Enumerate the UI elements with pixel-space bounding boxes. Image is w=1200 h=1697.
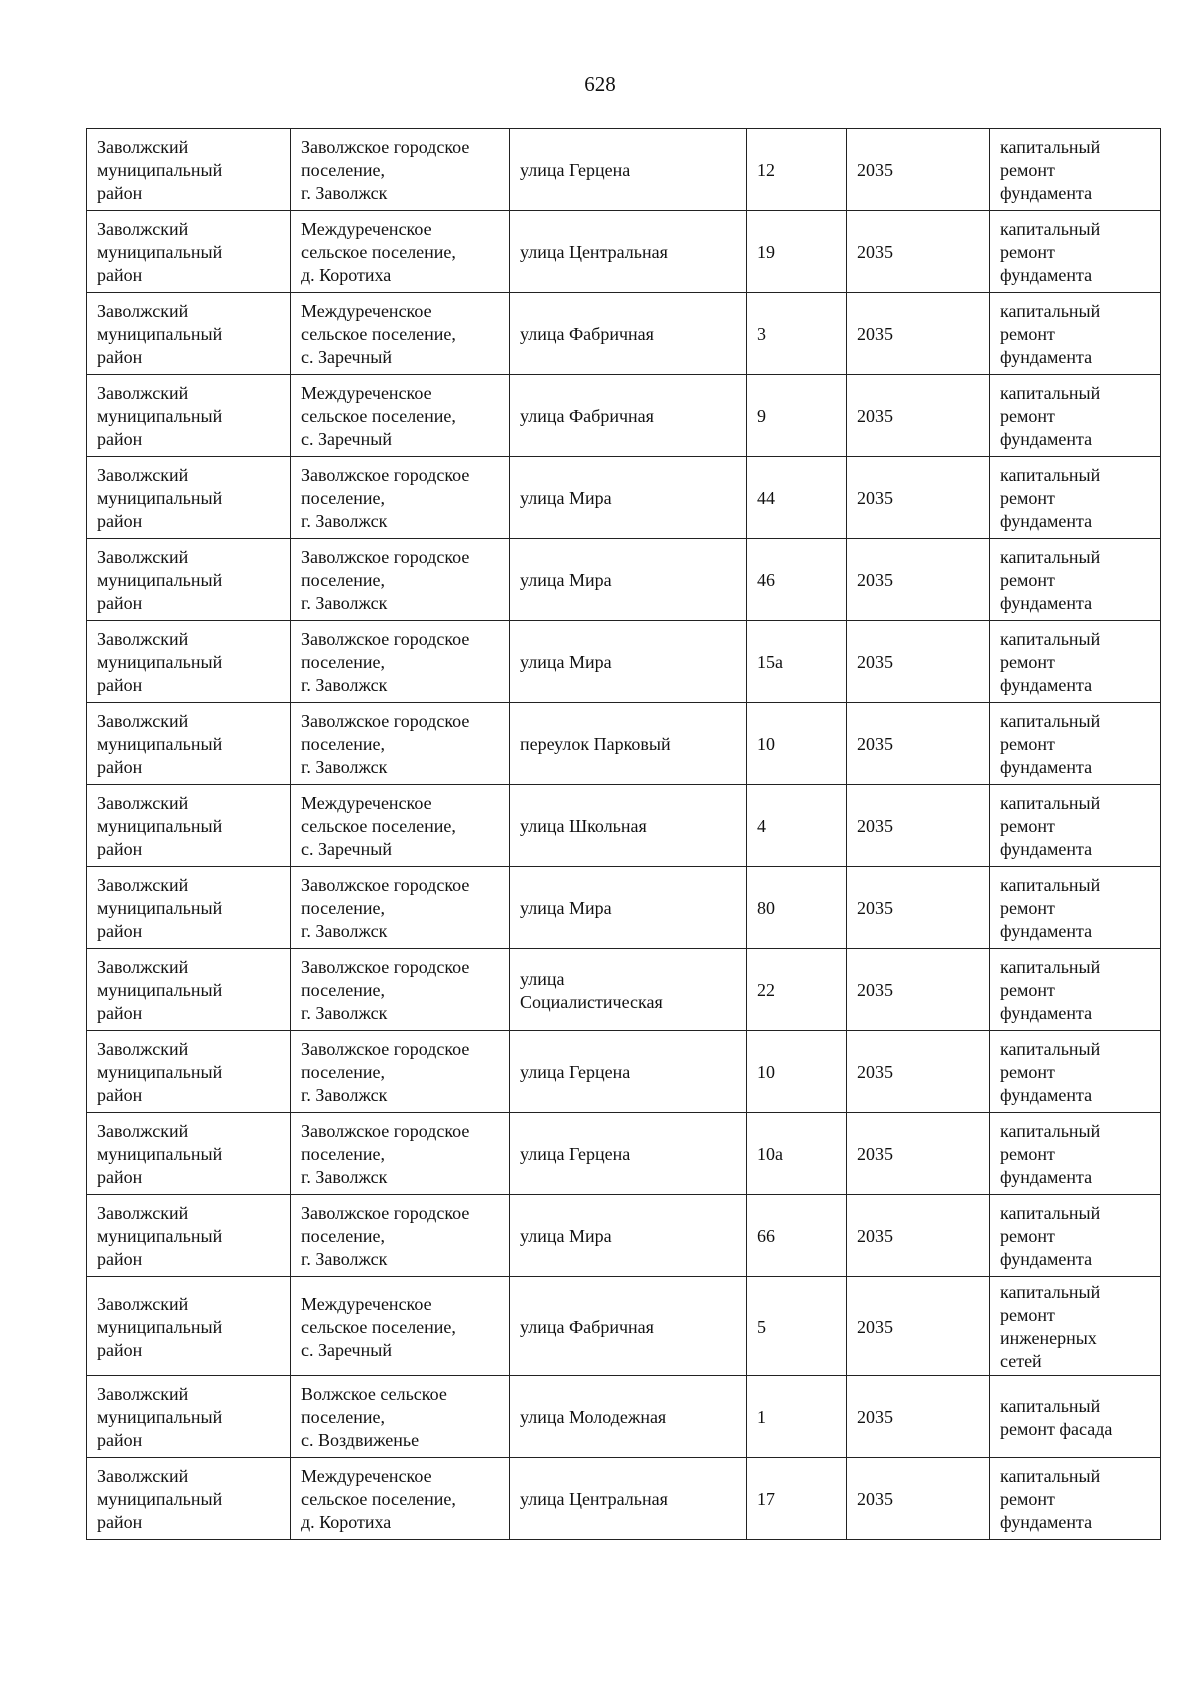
year-cell: 2035 — [847, 785, 990, 867]
house-number-cell: 10 — [747, 703, 847, 785]
year-cell: 2035 — [847, 457, 990, 539]
housing-repair-table — [86, 128, 1161, 1540]
work-type-cell: капитальный ремонт фундамента — [990, 293, 1161, 375]
district-cell: Заволжский муниципальный район — [87, 129, 291, 211]
house-number-cell: 17 — [747, 1458, 847, 1540]
settlement-cell: Междуреченское сельское поселение, с. Заречный — [291, 1277, 510, 1376]
district-cell: Заволжский муниципальный район — [87, 375, 291, 457]
street-cell: улица Центральная — [510, 211, 747, 293]
table-row — [87, 1458, 1161, 1540]
house-number-cell: 9 — [747, 375, 847, 457]
district-cell: Заволжский муниципальный район — [87, 211, 291, 293]
table-row — [87, 949, 1161, 1031]
work-type-cell: капитальный ремонт фасада — [990, 1376, 1161, 1458]
district-cell: Заволжский муниципальный район — [87, 1195, 291, 1277]
table-row — [87, 1277, 1161, 1376]
table-row — [87, 293, 1161, 375]
street-cell: улица Фабричная — [510, 1277, 747, 1376]
house-number-cell: 44 — [747, 457, 847, 539]
work-type-cell: капитальный ремонт фундамента — [990, 1458, 1161, 1540]
year-cell: 2035 — [847, 621, 990, 703]
house-number-cell: 15а — [747, 621, 847, 703]
year-cell: 2035 — [847, 211, 990, 293]
work-type-cell: капитальный ремонт фундамента — [990, 375, 1161, 457]
settlement-cell: Заволжское городское поселение, г. Заволжск — [291, 1113, 510, 1195]
year-cell: 2035 — [847, 703, 990, 785]
street-cell: улица Мира — [510, 1195, 747, 1277]
table-row — [87, 1376, 1161, 1458]
district-cell: Заволжский муниципальный район — [87, 949, 291, 1031]
house-number-cell: 46 — [747, 539, 847, 621]
house-number-cell: 3 — [747, 293, 847, 375]
house-number-cell: 4 — [747, 785, 847, 867]
work-type-cell: капитальный ремонт фундамента — [990, 703, 1161, 785]
street-cell: улица Герцена — [510, 129, 747, 211]
house-number-cell: 5 — [747, 1277, 847, 1376]
work-type-cell: капитальный ремонт фундамента — [990, 1195, 1161, 1277]
house-number-cell: 19 — [747, 211, 847, 293]
table-body — [87, 129, 1161, 1540]
street-cell: улица Герцена — [510, 1113, 747, 1195]
district-cell: Заволжский муниципальный район — [87, 785, 291, 867]
table-row — [87, 703, 1161, 785]
settlement-cell: Заволжское городское поселение, г. Заволжск — [291, 129, 510, 211]
page-number: 628 — [584, 72, 616, 96]
house-number-cell: 80 — [747, 867, 847, 949]
settlement-cell: Заволжское городское поселение, г. Заволжск — [291, 621, 510, 703]
work-type-cell: капитальный ремонт фундамента — [990, 867, 1161, 949]
work-type-cell: капитальный ремонт фундамента — [990, 457, 1161, 539]
street-cell: улица Фабричная — [510, 375, 747, 457]
district-cell: Заволжский муниципальный район — [87, 1113, 291, 1195]
street-cell: улица Фабричная — [510, 293, 747, 375]
work-type-cell: капитальный ремонт фундамента — [990, 1031, 1161, 1113]
settlement-cell: Заволжское городское поселение, г. Заволжск — [291, 1195, 510, 1277]
street-cell: улица Школьная — [510, 785, 747, 867]
work-type-cell: капитальный ремонт фундамента — [990, 621, 1161, 703]
street-cell: улица Социалистическая — [510, 949, 747, 1031]
table-row — [87, 539, 1161, 621]
work-type-cell: капитальный ремонт фундамента — [990, 949, 1161, 1031]
street-cell: улица Мира — [510, 539, 747, 621]
house-number-cell: 12 — [747, 129, 847, 211]
year-cell: 2035 — [847, 1031, 990, 1113]
settlement-cell: Междуреченское сельское поселение, д. Коротиха — [291, 211, 510, 293]
table-row — [87, 1113, 1161, 1195]
street-cell: улица Молодежная — [510, 1376, 747, 1458]
street-cell: улица Мира — [510, 621, 747, 703]
work-type-cell: капитальный ремонт инженерных сетей — [990, 1277, 1161, 1376]
district-cell: Заволжский муниципальный район — [87, 1277, 291, 1376]
table-row — [87, 457, 1161, 539]
house-number-cell: 10а — [747, 1113, 847, 1195]
district-cell: Заволжский муниципальный район — [87, 621, 291, 703]
year-cell: 2035 — [847, 1113, 990, 1195]
year-cell: 2035 — [847, 129, 990, 211]
street-cell: улица Центральная — [510, 1458, 747, 1540]
settlement-cell: Заволжское городское поселение, г. Заволжск — [291, 539, 510, 621]
house-number-cell: 10 — [747, 1031, 847, 1113]
work-type-cell: капитальный ремонт фундамента — [990, 129, 1161, 211]
district-cell: Заволжский муниципальный район — [87, 1031, 291, 1113]
district-cell: Заволжский муниципальный район — [87, 703, 291, 785]
year-cell: 2035 — [847, 1277, 990, 1376]
year-cell: 2035 — [847, 293, 990, 375]
year-cell: 2035 — [847, 1195, 990, 1277]
settlement-cell: Заволжское городское поселение, г. Заволжск — [291, 1031, 510, 1113]
settlement-cell: Междуреченское сельское поселение, с. Заречный — [291, 293, 510, 375]
settlement-cell: Заволжское городское поселение, г. Заволжск — [291, 867, 510, 949]
district-cell: Заволжский муниципальный район — [87, 867, 291, 949]
work-type-cell: капитальный ремонт фундамента — [990, 211, 1161, 293]
table-row — [87, 1195, 1161, 1277]
work-type-cell: капитальный ремонт фундамента — [990, 1113, 1161, 1195]
year-cell: 2035 — [847, 539, 990, 621]
settlement-cell: Междуреченское сельское поселение, с. Заречный — [291, 375, 510, 457]
district-cell: Заволжский муниципальный район — [87, 457, 291, 539]
table-row — [87, 867, 1161, 949]
house-number-cell: 1 — [747, 1376, 847, 1458]
street-cell: переулок Парковый — [510, 703, 747, 785]
settlement-cell: Междуреченское сельское поселение, д. Коротиха — [291, 1458, 510, 1540]
work-type-cell: капитальный ремонт фундамента — [990, 539, 1161, 621]
house-number-cell: 66 — [747, 1195, 847, 1277]
district-cell: Заволжский муниципальный район — [87, 1458, 291, 1540]
street-cell: улица Мира — [510, 867, 747, 949]
district-cell: Заволжский муниципальный район — [87, 1376, 291, 1458]
table-row — [87, 375, 1161, 457]
table-row — [87, 211, 1161, 293]
street-cell: улица Герцена — [510, 1031, 747, 1113]
settlement-cell: Заволжское городское поселение, г. Заволжск — [291, 949, 510, 1031]
settlement-cell: Междуреченское сельское поселение, с. Заречный — [291, 785, 510, 867]
table-row — [87, 1031, 1161, 1113]
settlement-cell: Волжское сельское поселение, с. Воздвиженье — [291, 1376, 510, 1458]
year-cell: 2035 — [847, 1458, 990, 1540]
district-cell: Заволжский муниципальный район — [87, 293, 291, 375]
table-row — [87, 785, 1161, 867]
settlement-cell: Заволжское городское поселение, г. Заволжск — [291, 457, 510, 539]
street-cell: улица Мира — [510, 457, 747, 539]
year-cell: 2035 — [847, 949, 990, 1031]
settlement-cell: Заволжское городское поселение, г. Заволжск — [291, 703, 510, 785]
year-cell: 2035 — [847, 1376, 990, 1458]
district-cell: Заволжский муниципальный район — [87, 539, 291, 621]
year-cell: 2035 — [847, 867, 990, 949]
house-number-cell: 22 — [747, 949, 847, 1031]
table-row — [87, 621, 1161, 703]
work-type-cell: капитальный ремонт фундамента — [990, 785, 1161, 867]
year-cell: 2035 — [847, 375, 990, 457]
table-row — [87, 129, 1161, 211]
